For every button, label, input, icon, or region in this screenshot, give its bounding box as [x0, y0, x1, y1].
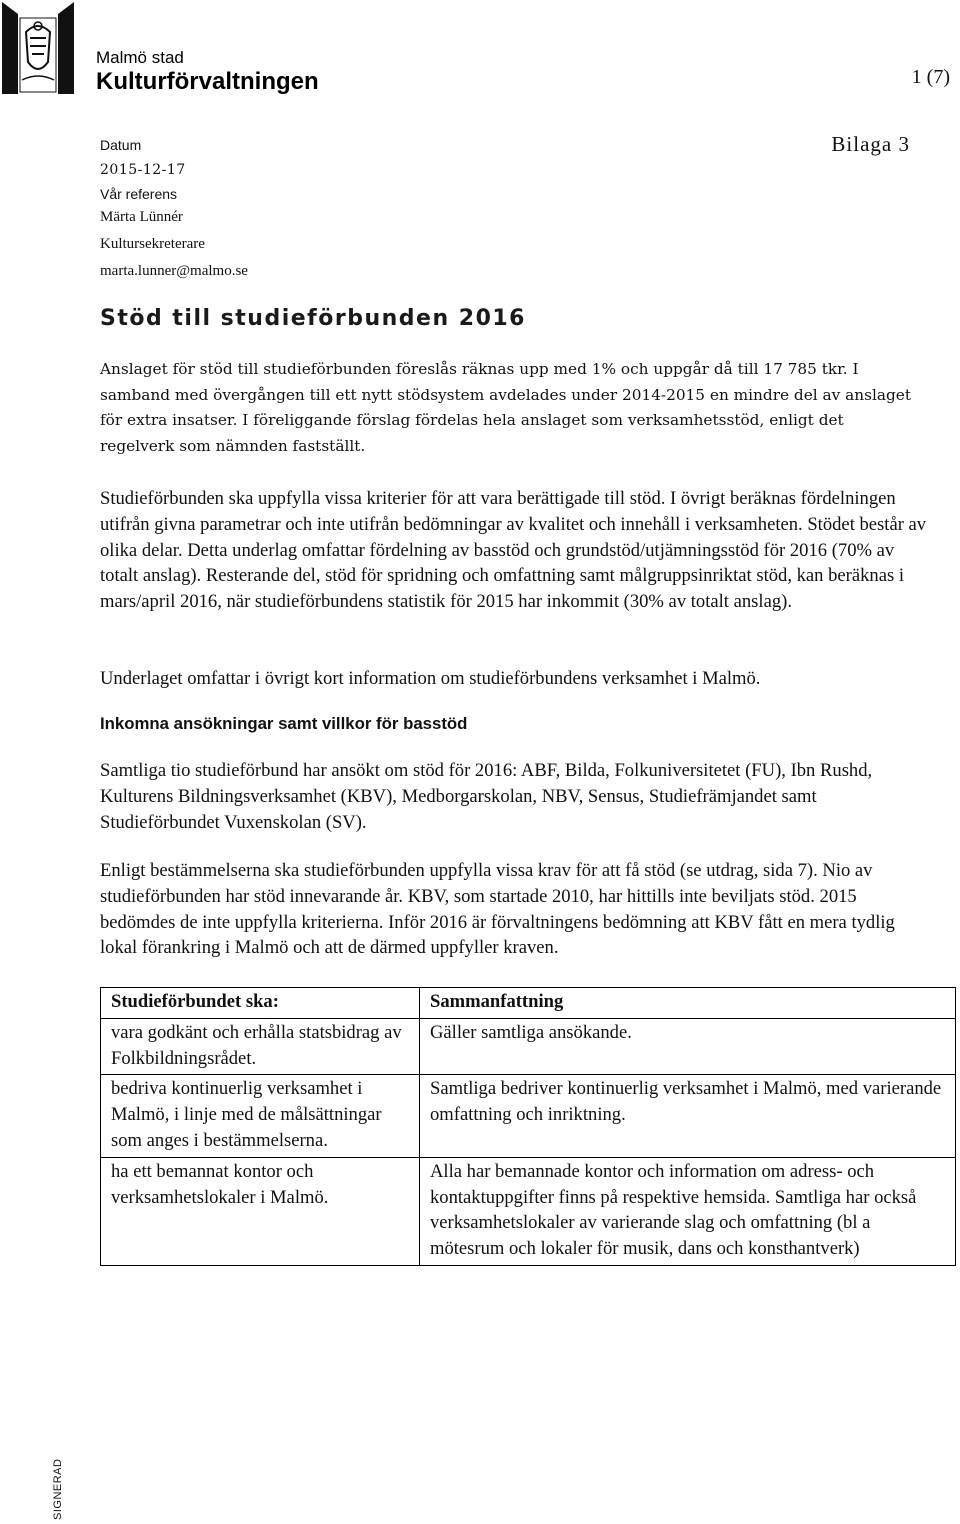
department-name: Kulturförvaltningen [96, 68, 319, 95]
reference-role: Kultursekreterare [100, 236, 205, 252]
document-title: Stöd till studieförbunden 2016 [100, 306, 526, 331]
section-heading: Inkomna ansökningar samt villkor för basstöd [100, 714, 468, 733]
table-cell: bedriva kontinuerlig verksamhet i Malmö, i linje med de målsättningar som anges i bestämmelserna. [101, 1075, 420, 1157]
table-cell: vara godkänt och erhålla statsbidrag av Folkbildningsrådet. [101, 1018, 420, 1075]
table-header-row [101, 988, 956, 1019]
applications-paragraph: Samtliga tio studieförbund har ansökt om stöd för 2016: ABF, Bilda, Folkuniversitetet (FU), Ibn Rushd, Kulturens Bildningsverksamhet (KBV), Medborgarskolan, NBV, Sensus, Studiefrämjandet samt Studieförbundet Vuxenskolan (SV). [100, 760, 873, 833]
table-header-cell: Studieförbundet ska: [101, 988, 420, 1019]
reference-email[interactable]: marta.lunner@malmo.se [100, 263, 248, 279]
table-row [101, 1018, 956, 1075]
table-cell: ha ett bemannat kontor och verksamhetslokaler i Malmö. [101, 1157, 420, 1265]
table-header-cell: Sammanfattning [420, 988, 956, 1019]
page-number: 1 (7) [911, 66, 950, 88]
reference-label: Vår referens [100, 186, 178, 202]
table-row [101, 1075, 956, 1157]
organization-name: Malmö stad [96, 48, 184, 67]
table-cell: Samtliga bedriver kontinuerlig verksamhet i Malmö, med varierande omfattning och inriktning. [420, 1075, 956, 1157]
document-metadata [100, 138, 248, 291]
malmo-coat-of-arms-logo [2, 2, 74, 94]
table-row [101, 1157, 956, 1265]
reference-name: Märta Lünnér [100, 209, 183, 225]
table-cell: Alla har bemannade kontor och information om adress- och kontaktuppgifter finns på respektive hemsida. Samtliga har också verksamhetslokaler av varierande slag och omfattning (bl a mötesrum och lokaler för musik, dans och konsthantverk) [420, 1157, 956, 1265]
signed-stamp: SIGNERAD [52, 1458, 64, 1520]
criteria-paragraph: Studieförbunden ska uppfylla vissa kriterier för att vara berättigade till stöd. I övrigt beräknas fördelningen utifrån givna parametrar och inte utifrån bedömningar av kvalitet och innehåll i verksamheten. Stödet består av olika delar. Detta underlag omfattar fördelning av basstöd och grundstöd/utjämningsstöd för 2016 (70% av totalt anslag). Resterande del, stöd för spridning och omfattning samt målgruppsinriktat stöd, kan beräknas i mars/april 2016, när studieförbundens statistik för 2015 har inkommit (30% av totalt anslag). [100, 488, 927, 613]
date-value: 2015-12-17 [100, 162, 186, 178]
attachment-label: Bilaga 3 [831, 132, 910, 156]
table-cell: Gäller samtliga ansökande. [420, 1018, 956, 1075]
requirements-table [100, 987, 956, 1266]
intro-paragraph: Anslaget för stöd till studieförbunden föreslås räknas upp med 1% och uppgår då till 17 785 tkr. I samband med övergången till ett nytt stödsystem avdelades under 2014-2015 en mindre del av anslaget för extra insatser. I föreliggande förslag fördelas hela anslaget som verksamhetsstöd, enligt det regelverk som nämnden fastställt. [100, 360, 911, 455]
date-label: Datum [100, 137, 142, 153]
info-paragraph: Underlaget omfattar i övrigt kort information om studieförbundens verksamhet i Malmö. [100, 668, 761, 689]
regulations-paragraph: Enligt bestämmelserna ska studieförbunden uppfylla vissa krav för att få stöd (se utdrag, sida 7). Nio av studieförbunden har stöd innevarande år. KBV, som startade 2010, har hittills inte beviljats stöd. 2015 bedömdes de inte uppfylla kriterierna. Inför 2016 är förvaltningens bedömning att KBV fått en mera tydlig lokal förankring i Malmö och att de därmed uppfyller kraven. [100, 860, 895, 959]
